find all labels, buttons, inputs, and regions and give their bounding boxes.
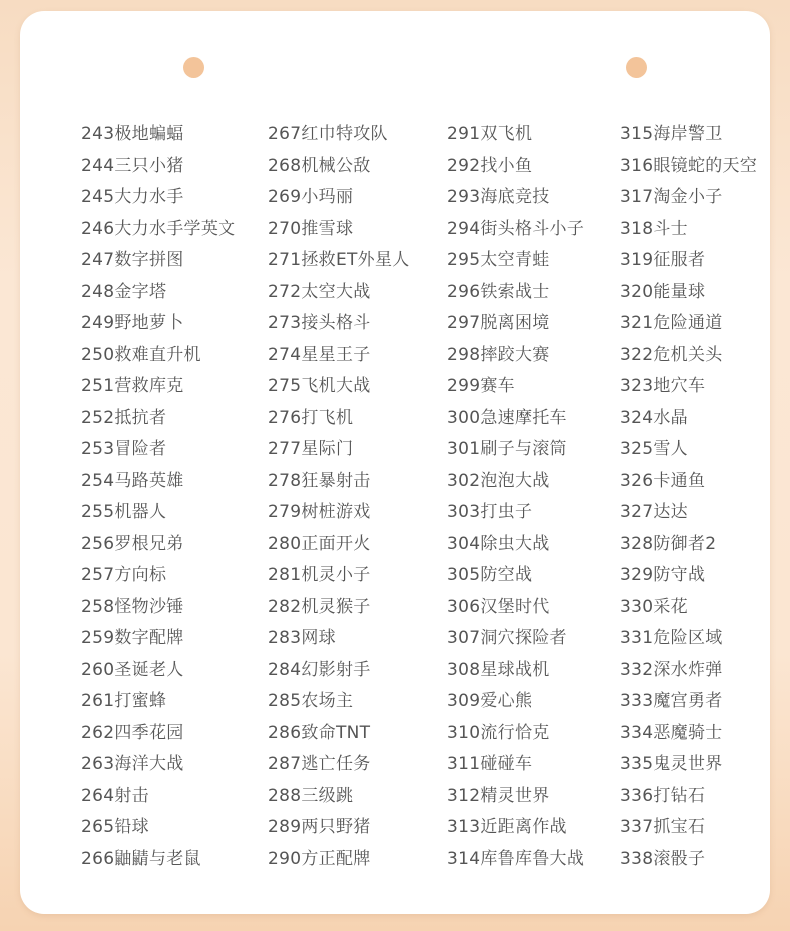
game-item: 299赛车 <box>447 376 515 396</box>
game-item: 302泡泡大战 <box>447 470 550 491</box>
game-item: 330采花 <box>620 596 688 617</box>
game-item: 259数字配牌 <box>81 628 184 648</box>
game-item: 334恶魔骑士 <box>620 722 723 743</box>
game-item: 284幻影射手 <box>268 659 371 680</box>
game-item: 251营救库克 <box>81 376 184 396</box>
game-item: 249野地萝卜 <box>81 313 184 333</box>
game-item: 301刷子与滚筒 <box>447 439 567 459</box>
game-item: 267红巾特攻队 <box>268 124 388 144</box>
game-item: 315海岸警卫 <box>620 124 723 144</box>
game-item: 265铅球 <box>81 817 149 837</box>
game-item: 294街头格斗小子 <box>447 218 585 239</box>
game-column-1 <box>81 119 235 875</box>
game-item: 262四季花园 <box>81 722 184 743</box>
game-item: 253冒险者 <box>81 439 167 459</box>
game-item: 324水晶 <box>620 407 688 428</box>
game-item: 336打钻石 <box>620 785 706 806</box>
game-item: 246大力水手学英文 <box>81 218 236 239</box>
game-item: 278狂暴射击 <box>268 470 371 491</box>
game-item: 328防御者2 <box>620 533 717 554</box>
game-item: 285农场主 <box>268 691 354 711</box>
game-item: 277星际门 <box>268 439 354 459</box>
game-item: 258怪物沙锤 <box>81 596 184 617</box>
game-item: 288三级跳 <box>268 785 354 806</box>
game-item: 254马路英雄 <box>81 470 184 491</box>
game-item: 248金字塔 <box>81 281 167 302</box>
game-item: 295太空青蛙 <box>447 250 550 270</box>
binder-hole-right <box>626 57 647 78</box>
game-item: 331危险区域 <box>620 628 723 648</box>
game-item: 307洞穴探险者 <box>447 628 567 648</box>
game-item: 247数字拼图 <box>81 250 184 270</box>
game-item: 317淘金小子 <box>620 187 723 207</box>
game-item: 280正面开火 <box>268 533 371 554</box>
game-column-2 <box>268 119 410 875</box>
game-item: 296铁索战士 <box>447 281 550 302</box>
game-item: 243极地蝙蝠 <box>81 124 184 144</box>
game-item: 261打蜜蜂 <box>81 691 167 711</box>
game-item: 290方正配牌 <box>268 848 371 869</box>
game-item: 270推雪球 <box>268 218 354 239</box>
game-item: 268机械公敌 <box>268 155 371 176</box>
game-item: 271拯救ET外星人 <box>268 250 410 270</box>
game-item: 326卡通鱼 <box>620 470 706 491</box>
game-item: 297脱离困境 <box>447 313 550 333</box>
game-item: 255机器人 <box>81 502 167 522</box>
game-item: 275飞机大战 <box>268 376 371 396</box>
game-item: 333魔宫勇者 <box>620 691 723 711</box>
game-item: 293海底竞技 <box>447 187 550 207</box>
game-item: 272太空大战 <box>268 281 371 302</box>
game-column-4 <box>620 119 757 875</box>
game-item: 289两只野猪 <box>268 817 371 837</box>
game-item: 303打虫子 <box>447 502 533 522</box>
game-item: 279树桩游戏 <box>268 502 371 522</box>
game-column-3 <box>447 119 584 875</box>
game-item: 263海洋大战 <box>81 754 184 774</box>
game-item: 320能量球 <box>620 281 706 302</box>
game-item: 266鼬鼱与老鼠 <box>81 848 201 869</box>
game-item: 316眼镜蛇的天空 <box>620 155 758 176</box>
game-item: 291双飞机 <box>447 124 533 144</box>
game-item: 321危险通道 <box>620 313 723 333</box>
game-item: 300急速摩托车 <box>447 407 567 428</box>
game-item: 283网球 <box>268 628 336 648</box>
game-item: 329防守战 <box>620 565 706 585</box>
game-item: 314库鲁库鲁大战 <box>447 848 585 869</box>
game-item: 276打飞机 <box>268 407 354 428</box>
game-item: 287逃亡任务 <box>268 754 371 774</box>
game-item: 298摔跤大赛 <box>447 344 550 365</box>
game-item: 325雪人 <box>620 439 688 459</box>
game-item: 310流行恰克 <box>447 722 550 743</box>
game-item: 337抓宝石 <box>620 817 706 837</box>
game-item: 260圣诞老人 <box>81 659 184 680</box>
game-item: 327达达 <box>620 502 688 522</box>
binder-hole-left <box>183 57 204 78</box>
game-item: 250救难直升机 <box>81 344 201 365</box>
game-item: 286致命TNT <box>268 722 371 743</box>
game-item: 313近距离作战 <box>447 817 567 837</box>
game-item: 292找小鱼 <box>447 155 533 176</box>
game-item: 338滚骰子 <box>620 848 706 869</box>
game-item: 281机灵小子 <box>268 565 371 585</box>
game-item: 305防空战 <box>447 565 533 585</box>
game-item: 322危机关头 <box>620 344 723 365</box>
game-item: 309爱心熊 <box>447 691 533 711</box>
game-item: 332深水炸弹 <box>620 659 723 680</box>
game-item: 274星星王子 <box>268 344 371 365</box>
game-item: 264射击 <box>81 785 149 806</box>
game-item: 308星球战机 <box>447 659 550 680</box>
game-item: 311碰碰车 <box>447 754 533 774</box>
game-item: 256罗根兄弟 <box>81 533 184 554</box>
game-item: 269小玛丽 <box>268 187 354 207</box>
game-item: 335鬼灵世界 <box>620 754 723 774</box>
game-item: 312精灵世界 <box>447 785 550 806</box>
game-item: 323地穴车 <box>620 376 706 396</box>
game-item: 252抵抗者 <box>81 407 167 428</box>
game-item: 245大力水手 <box>81 187 184 207</box>
game-item: 306汉堡时代 <box>447 596 550 617</box>
game-item: 304除虫大战 <box>447 533 550 554</box>
game-list-card <box>20 11 770 914</box>
game-item: 318斗士 <box>620 218 688 239</box>
game-item: 257方向标 <box>81 565 167 585</box>
game-item: 244三只小猪 <box>81 155 184 176</box>
game-item: 282机灵猴子 <box>268 596 371 617</box>
game-item: 273接头格斗 <box>268 313 371 333</box>
game-item: 319征服者 <box>620 250 706 270</box>
